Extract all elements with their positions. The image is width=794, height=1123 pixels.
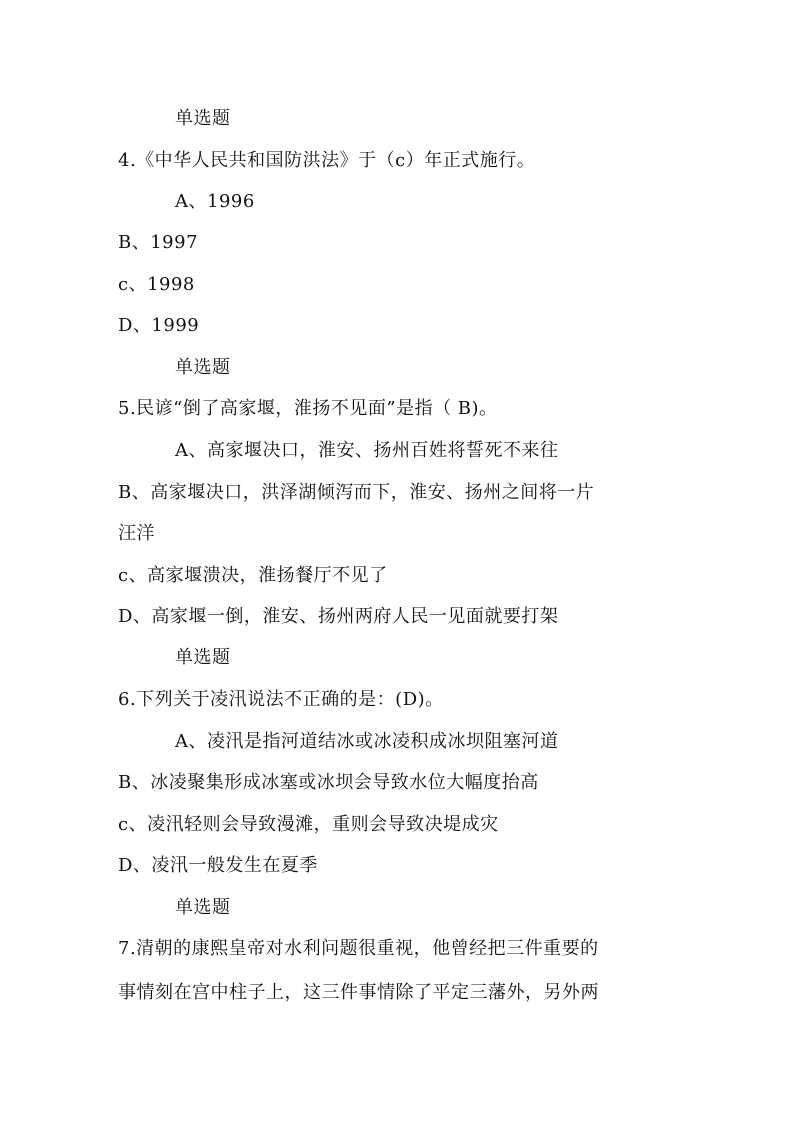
option-a: A、凌汛是指河道结冰或冰凌积成冰坝阻塞河道	[175, 731, 559, 752]
question-type-label: 单选题	[175, 357, 231, 378]
option-a: A、高家堰决口，淮安、扬州百姓将誓死不来往	[175, 440, 559, 461]
option-b: B、1997	[118, 232, 199, 253]
option-d: D、1999	[118, 315, 200, 336]
question-stem: 7.清朝的康熙皇帝对水利问题很重视，他曾经把三件重要的	[118, 938, 599, 959]
option-b-continued: 汪洋	[118, 523, 155, 544]
option-c: c、1998	[118, 274, 195, 295]
question-stem-continued: 事情刻在宫中柱子上，这三件事情除了平定三藩外，另外两	[118, 982, 599, 1003]
question-stem: 4.《中华人民共和国防洪法》于（c）年正式施行。	[118, 150, 536, 171]
option-b: B、高家堰决口，洪泽湖倾泻而下，淮安、扬州之间将一片	[118, 482, 595, 503]
option-d: D、凌汛一般发生在夏季	[118, 855, 318, 876]
option-d: D、高家堰一倒，淮安、扬州两府人民一见面就要打架	[118, 606, 559, 627]
question-stem: 6.下列关于凌汛说法不正确的是：(D)。	[118, 689, 444, 710]
option-c: c、高家堰溃决，淮扬餐厅不见了	[118, 565, 388, 586]
option-c: c、凌汛轻则会导致漫滩，重则会导致决堤成灾	[118, 814, 499, 835]
question-type-label: 单选题	[175, 647, 231, 668]
question-type-label: 单选题	[175, 108, 231, 129]
question-stem: 5.民谚“倒了高家堰，淮扬不见面”是指（ B)。	[118, 398, 498, 419]
option-a: A、1996	[175, 191, 255, 212]
option-b: B、冰凌聚集形成冰塞或冰坝会导致水位大幅度抬高	[118, 772, 539, 793]
question-type-label: 单选题	[175, 897, 231, 918]
